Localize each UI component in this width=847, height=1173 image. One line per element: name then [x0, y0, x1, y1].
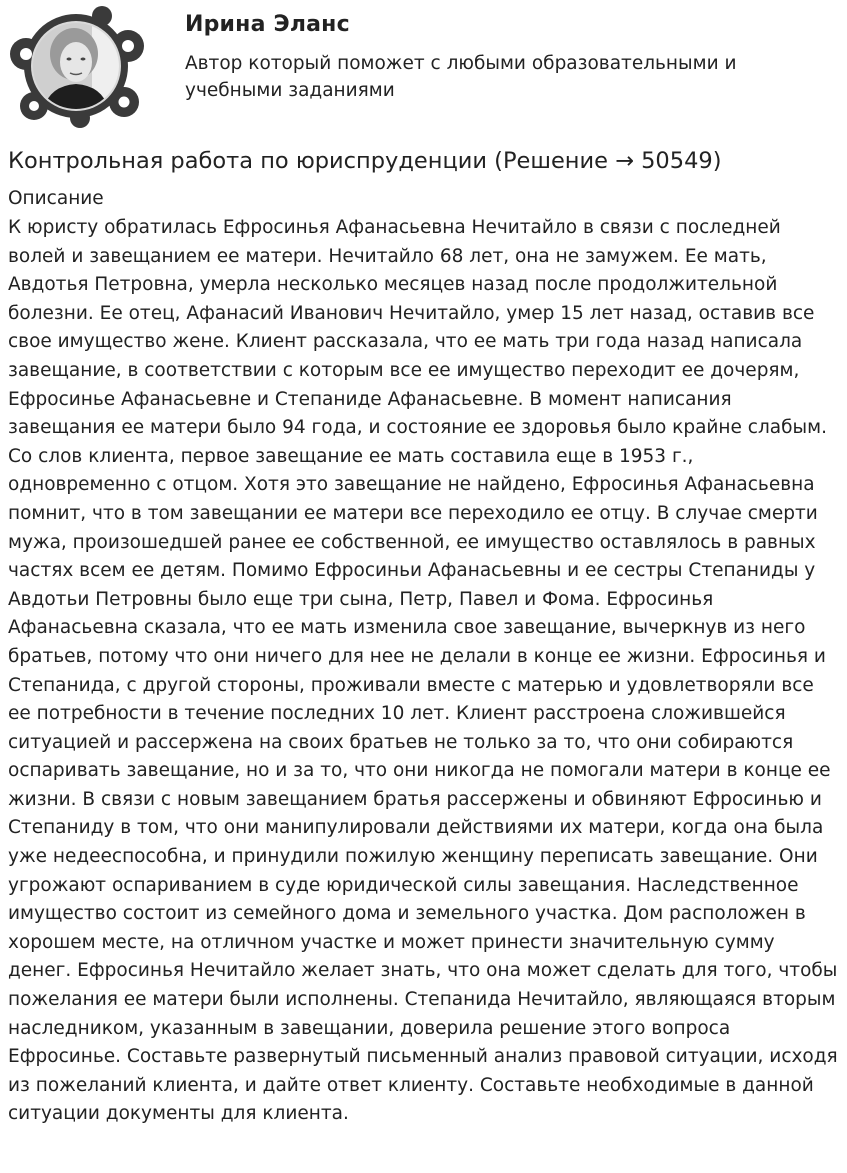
author-name[interactable]: Ирина Эланс: [185, 12, 350, 37]
author-avatar[interactable]: [6, 6, 152, 128]
description-text: К юристу обратилась Ефросинья Афанасьевна Нечитайло в связи с последней волей и завещанием ее матери. Нечитайло 68 лет, она не замужем. Ее мать, Авдотья Петровна, умерла несколько месяцев назад после продолжительной болезни. Ее отец, Афанасий Иванович Нечитайло, умер 15 лет назад, оставив все свое имущество жене. Клиент рассказала, что ее мать три года назад написала завещание, в соответствии с которым все ее имущество переходит ее дочерям, Ефросинье Афанасьевне и Степаниде Афанасьевне. В момент написания завещания ее матери было 94 года, и состояние ее здоровья было крайне слабым. Со слов клиента, первое завещание ее мать составила еще в 1953 г., одновременно с отцом. Хотя это завещание не найдено, Ефросинья Афанасьевна помнит, что в том завещании ее матери все переходило ее отцу. В случае смерти мужа, произошедшей ранее ее собственной, ее имущество оставлялось в равных частях всем ее детям. Помимо Ефросиньи Афанасьевны и ее сестры Степаниды у Авдотьи Петровны было еще три сына, Петр, Павел и Фома. Ефросинья Афанасьевна сказала, что ее мать изменила свое завещание, вычеркнув из него братьев, потому что они ничего для нее не делали в конце ее жизни. Ефросинья и Степанида, с другой стороны, проживали вместе с матерью и удовлетворяли все ее потребности в течение последних 10 лет. Клиент расстроена сложившейся ситуацией и рассержена на своих братьев не только за то, что они собираются оспаривать завещание, но и за то, что они никогда не помогали матери в конце ее жизни. В связи с новым завещанием братья рассержены и обвиняют Ефросинью и Степаниду в том, что они манипулировали действиями их матери, когда она была уже недееспособна, и принудили пожилую женщину переписать завещание. Они угрожают оспариванием в суде юридической силы завещания. Наследственное имущество состоит из семейного дома и земельного участка. Дом расположен в хорошем месте, на отличном участке и может принести значительную сумму денег. Ефросинья Нечитайло желает знать, что она может сделать для того, чтобы пожелания ее матери были исполнены. Степанида Нечитайло, являющаяся вторым наследником, указанным в завещании, доверила решение этого вопроса Ефросинье. Составьте развернутый письменный анализ правовой ситуации, исходя из пожеланий клиента, и дайте ответ клиенту. Составьте необходимые в данной ситуации документы для клиента.: [8, 217, 838, 1125]
description-label: Описание: [8, 188, 104, 209]
page-title: Контрольная работа по юриспруденции (Решение → 50549): [8, 148, 722, 174]
author-header: [0, 0, 847, 140]
author-description: Автор который поможет с любыми образовательными и учебными заданиями: [185, 53, 737, 101]
